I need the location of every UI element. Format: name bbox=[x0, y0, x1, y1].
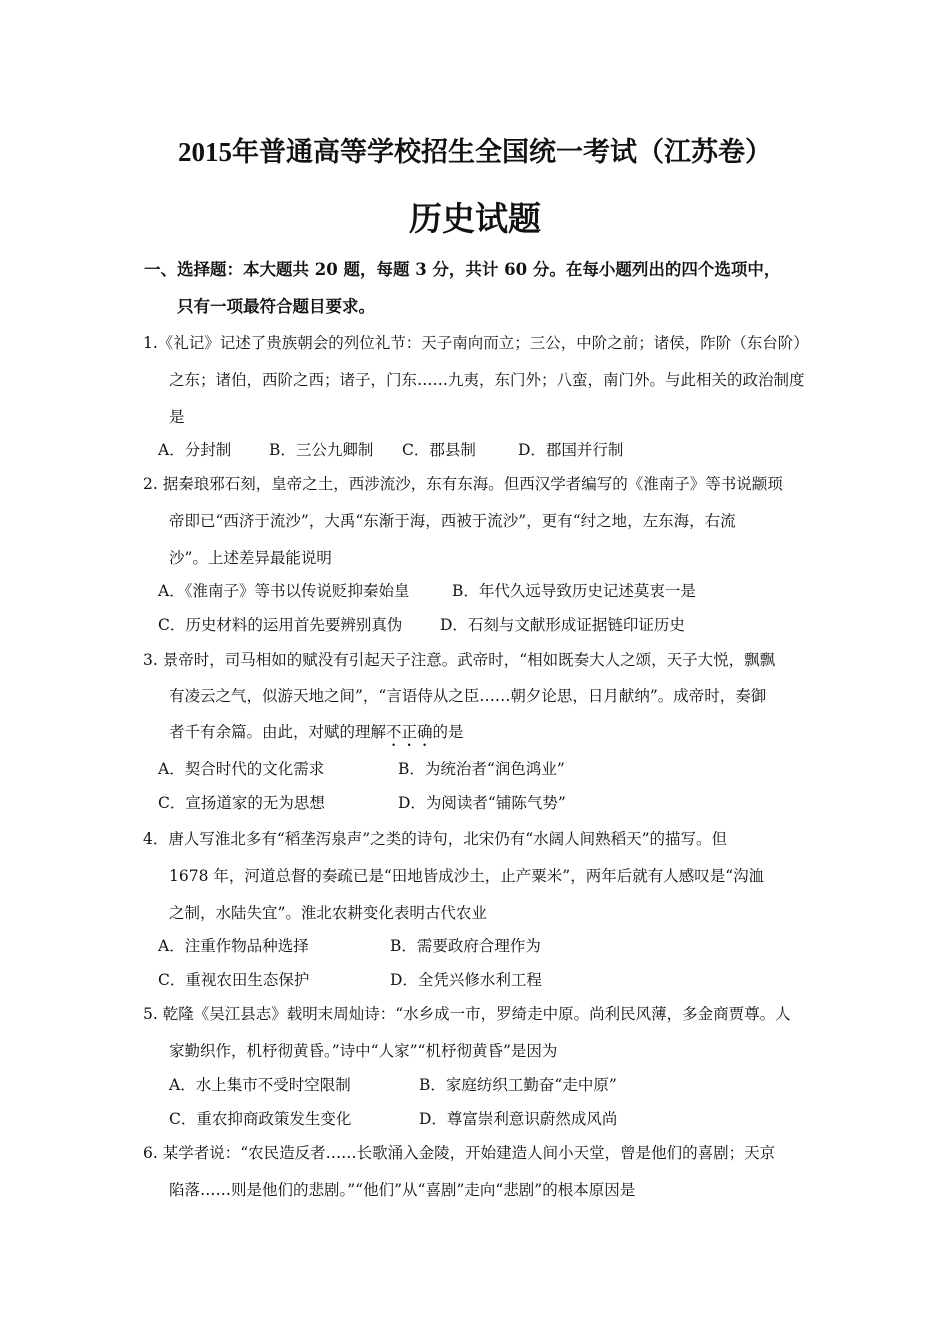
q3-line-3 bbox=[169, 722, 464, 750]
q2-line-2: 帝即已“西济于流沙”，大禹“东渐于海，西被于流沙”，更有“纣之地，左东海，右流 bbox=[169, 512, 736, 530]
q5-option-d: D．尊富崇利意识蔚然成风尚 bbox=[419, 1110, 618, 1128]
q3-option-a: A．契合时代的文化需求 bbox=[158, 760, 325, 778]
q1-option-a: A．分封制 bbox=[158, 441, 232, 459]
q1-option-d: D．郡国并行制 bbox=[518, 441, 624, 459]
q5-line-1: 5. 乾隆《吴江县志》载明末周灿诗：“水乡成一市，罗绮走中原。尚利民风薄，多金商贾尊。人 bbox=[143, 1005, 791, 1023]
q6-line-1: 6. 某学者说：“农民造反者……长歌涌入金陵，开始建造人间小天堂，曾是他们的喜剧；天京 bbox=[143, 1144, 776, 1162]
q3-stem-text: 者千有余篇。由此，对赋的理解 bbox=[169, 723, 387, 741]
q2-line-1: 2. 据秦琅邪石刻，皇帝之土，西涉流沙，东有东海。但西汉学者编写的《淮南子》等书说颛顼 bbox=[143, 475, 783, 493]
q3-line-1: 3. 景帝时，司马相如的赋没有引起天子注意。武帝时，“相如既奏大人之颂，天子大悦，飘飘 bbox=[143, 651, 776, 669]
section-heading: 一、选择题：本大题共 20 题，每题 3 分，共计 60 分。在每小题列出的四个选项中， bbox=[144, 260, 781, 279]
q4-option-d: D．全凭兴修水利工程 bbox=[390, 971, 542, 989]
q3-option-b: B．为统治者“润色鸿业” bbox=[398, 760, 565, 778]
q3-option-c: C．宣扬道家的无为思想 bbox=[158, 794, 325, 812]
q1-line-3: 是 bbox=[169, 408, 185, 426]
q4-option-b: B．需要政府合理作为 bbox=[390, 937, 541, 955]
q1-line-2: 之东；诸伯，西阶之西；诸子，门东……九夷，东门外；八蛮，南门外。与此相关的政治制度 bbox=[169, 371, 805, 389]
exam-title: 2015年普通高等学校招生全国统一考试（江苏卷） bbox=[178, 137, 772, 167]
q2-option-b: B．年代久远导致历史记述莫衷一是 bbox=[452, 582, 696, 600]
q4-option-a: A．注重作物品种选择 bbox=[158, 937, 309, 955]
q5-option-a: A．水上集市不受时空限制 bbox=[169, 1076, 351, 1094]
q4-line-1: 4．唐人写淮北多有“稻垄泻泉声”之类的诗句，北宋仍有“水阔人间熟稻天”的描写。但 bbox=[143, 830, 728, 848]
q4-line-3: 之制，水陆失宜”。淮北农耕变化表明古代农业 bbox=[169, 904, 487, 922]
q4-line-2: 1678 年，河道总督的奏疏已是“田地皆成沙土，止产粟米”，两年后就有人感叹是“沟洫 bbox=[169, 867, 765, 885]
q3-option-d: D．为阅读者“铺陈气势” bbox=[398, 794, 566, 812]
q6-line-2: 陷落……则是他们的悲剧。”“他们”从“喜剧”走向“悲剧”的根本原因是 bbox=[169, 1181, 636, 1199]
q4-option-c: C．重视农田生态保护 bbox=[158, 971, 310, 989]
q1-line-1: 1.《礼记》记述了贵族朝会的列位礼节：天子南向而立；三公，中阶之前；诸侯，阼阶（东台阶） bbox=[143, 334, 809, 352]
emphasis-not-correct: 不正确 bbox=[386, 723, 433, 741]
q1-option-b: B．三公九卿制 bbox=[269, 441, 374, 459]
subject-title: 历史试题 bbox=[409, 202, 541, 238]
q2-option-c: C．历史材料的运用首先要辨别真伪 bbox=[158, 616, 403, 634]
q5-option-b: B．家庭纺织工勤奋“走中原” bbox=[419, 1076, 617, 1094]
q3-stem-end: 的是 bbox=[432, 723, 464, 741]
q1-option-c: C．郡县制 bbox=[402, 441, 476, 459]
q5-option-c: C．重农抑商政策发生变化 bbox=[169, 1110, 352, 1128]
section-heading-cont: 只有一项最符合题目要求。 bbox=[177, 297, 375, 316]
q3-line-2: 有凌云之气，似游天地之间”，“言语侍从之臣……朝夕论思，日月献纳”。成帝时，奏御 bbox=[169, 687, 767, 705]
q2-option-d: D．石刻与文献形成证据链印证历史 bbox=[440, 616, 685, 634]
q2-option-a: A．《淮南子》等书以传说贬抑秦始皇 bbox=[158, 582, 410, 600]
q2-line-3: 沙”。上述差异最能说明 bbox=[169, 549, 332, 567]
q5-line-2: 家勤织作，机杼彻黄昏。”诗中“人家”“机杼彻黄昏”是因为 bbox=[169, 1042, 558, 1060]
